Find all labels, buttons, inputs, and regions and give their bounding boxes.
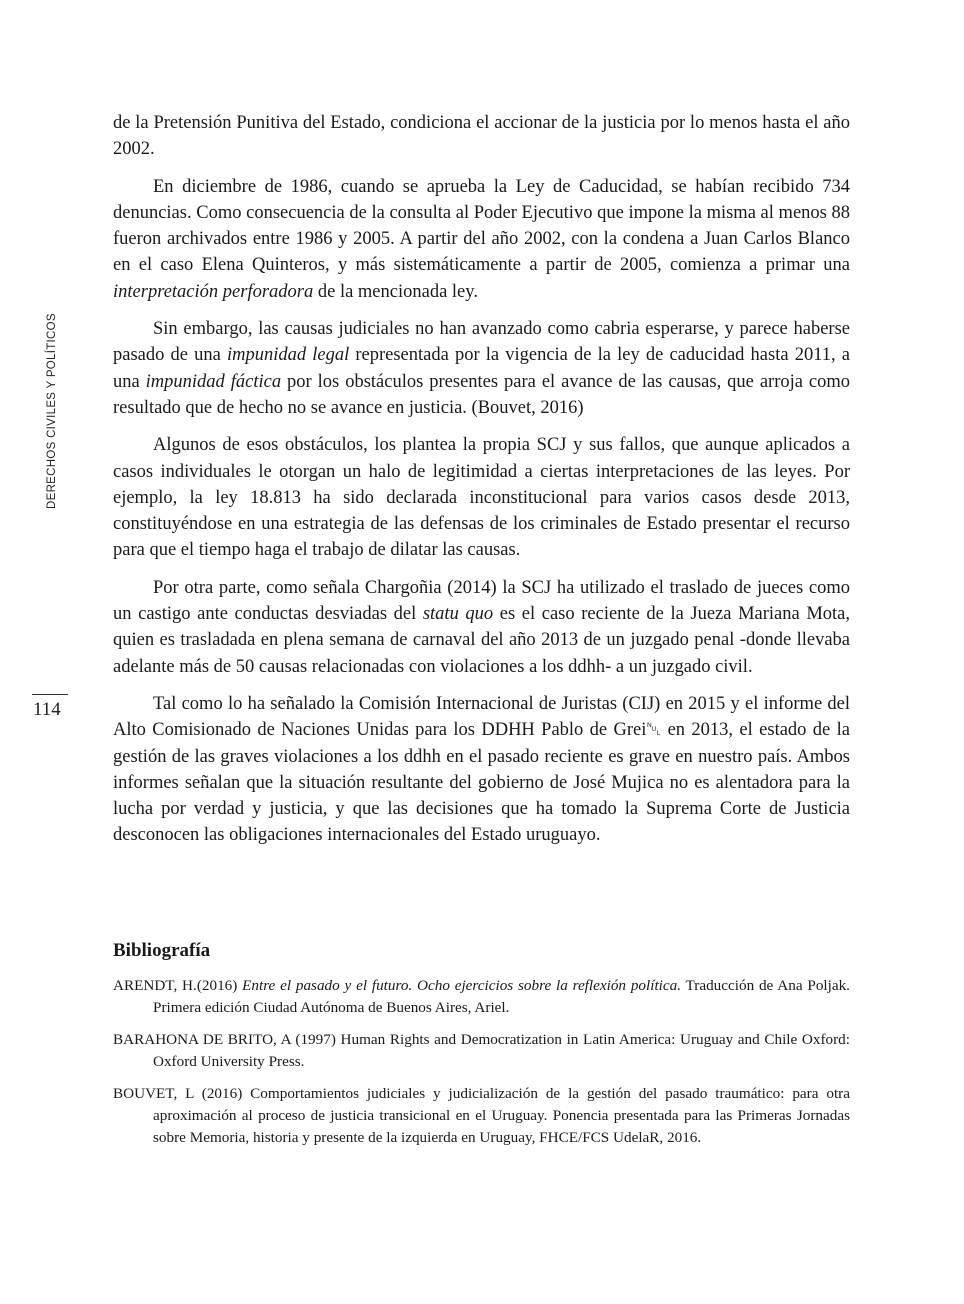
section-label-text: DERECHOS CIVILES Y POLÍTICOS (46, 313, 58, 509)
body-text (113, 110, 850, 860)
running-section-label (46, 313, 66, 513)
page-number-rule (32, 694, 68, 695)
book-title: Entre el pasado y el futuro. Ocho ejercicios sobre la reflexión política. (242, 977, 682, 994)
paragraph: Sin embargo, las causas judiciales no han avanzado como cabria esperarse, y parece haberse pasado de una impunidad legal representada por la vigencia de la ley de caducidad hasta 2011, a una impunidad fáctica por los obstáculos presentes para el avance de las causas, que arroja como resultado que de hecho no se avance en justicia. (Bouvet, 2016) (113, 319, 851, 418)
paragraph: En diciembre de 1986, cuando se aprueba la Ley de Caducidad, se habían recibido 734 denuncias. Como consecuencia de la consulta al Poder Ejecutivo que impone la misma al menos 88 fueron archivados entre 1986 y 2005. A partir del año 2002, con la condena a Juan Carlos Blanco en el caso Elena Quinteros, y más sistemáticamente a partir de 2005, comienza a primar una interpretación perforadora de la mencionada ley. (113, 176, 850, 302)
paragraph: de la Pretensión Punitiva del Estado, condiciona el accionar de la justicia por lo menos hasta el año 2002. (113, 113, 850, 160)
bibliography-entry: ARENDT, H.(2016) Entre el pasado y el futuro. Ocho ejercicios sobre la reflexión política. Traducción de Ana Poljak. Primera edición Ciudad Autónoma de Buenos Aires, Ariel. (113, 977, 850, 1016)
paragraph: Algunos de esos obstáculos, los plantea la propia SCJ y sus fallos, que aunque aplicados a casos individuales le otorgan un halo de legitimidad a ciertas interpretaciones de las leyes. Por ejemplo, la ley 18.813 ha sido declarada inconstitucional para varios casos desde 2013, constituyéndose en una estrategia de las defensas de los criminales de Estado presentar el recurso para que el tiempo haga el trabajo de dilatar las causas. (113, 435, 850, 561)
paragraph: Por otra parte, como señala Chargoñia (2014) la SCJ ha utilizado el traslado de jueces como un castigo ante conductas desviadas del statu quo es el caso reciente de la Jueza Mariana Mota, quien es trasladada en plena semana de carnaval del año 2013 de un juzgado penal -donde llevaba adelante más de 50 causas relacionadas con violaciones a los ddhh- a un juzgado civil. (113, 577, 851, 677)
emphasis: statu quo (422, 604, 494, 625)
bibliography-entry: BARAHONA DE BRITO, A (1997) Human Rights and Democratization in Latin America: Uruguay and Chile Oxford: Oxford University Press. (113, 1031, 850, 1070)
bibliography-entry: BOUVET, L (2016) Comportamientos judiciales y judicialización de la gestión del pasado traumático: para otra aproximación al proceso de justicia transicional en el Uruguay. Ponencia presentada para las Primeras Jornadas sobre Memoria, historia y presente de la izquierda en Uruguay, FHCE/FCS UdelaR, 2016. (113, 1085, 850, 1146)
emphasis: impunidad fáctica (145, 371, 282, 392)
paragraph: Tal como lo ha señalado la Comisión Internacional de Juristas (CIJ) en 2015 y el informe del Alto Comisionado de Naciones Unidas para los DDHH Pablo de Grei␀ en 2013, el estado de la gestión de las graves violaciones a los ddhh en el pasado reciente es grave en nuestro país. Ambos informes señalan que la situación resultante del gobierno de José Mujica no es alentadora para la lucha por verdad y justicia, y que las decisiones que ha tomado la Suprema Corte de Justicia desconocen las obligaciones internacionales del Estado uruguayo. (113, 693, 850, 846)
emphasis: impunidad legal (226, 345, 350, 366)
bibliography-heading: Bibliografía (113, 940, 211, 961)
emphasis: interpretación perforadora (113, 281, 314, 302)
page-number: 114 (33, 699, 61, 720)
bibliography-list (113, 975, 850, 1159)
